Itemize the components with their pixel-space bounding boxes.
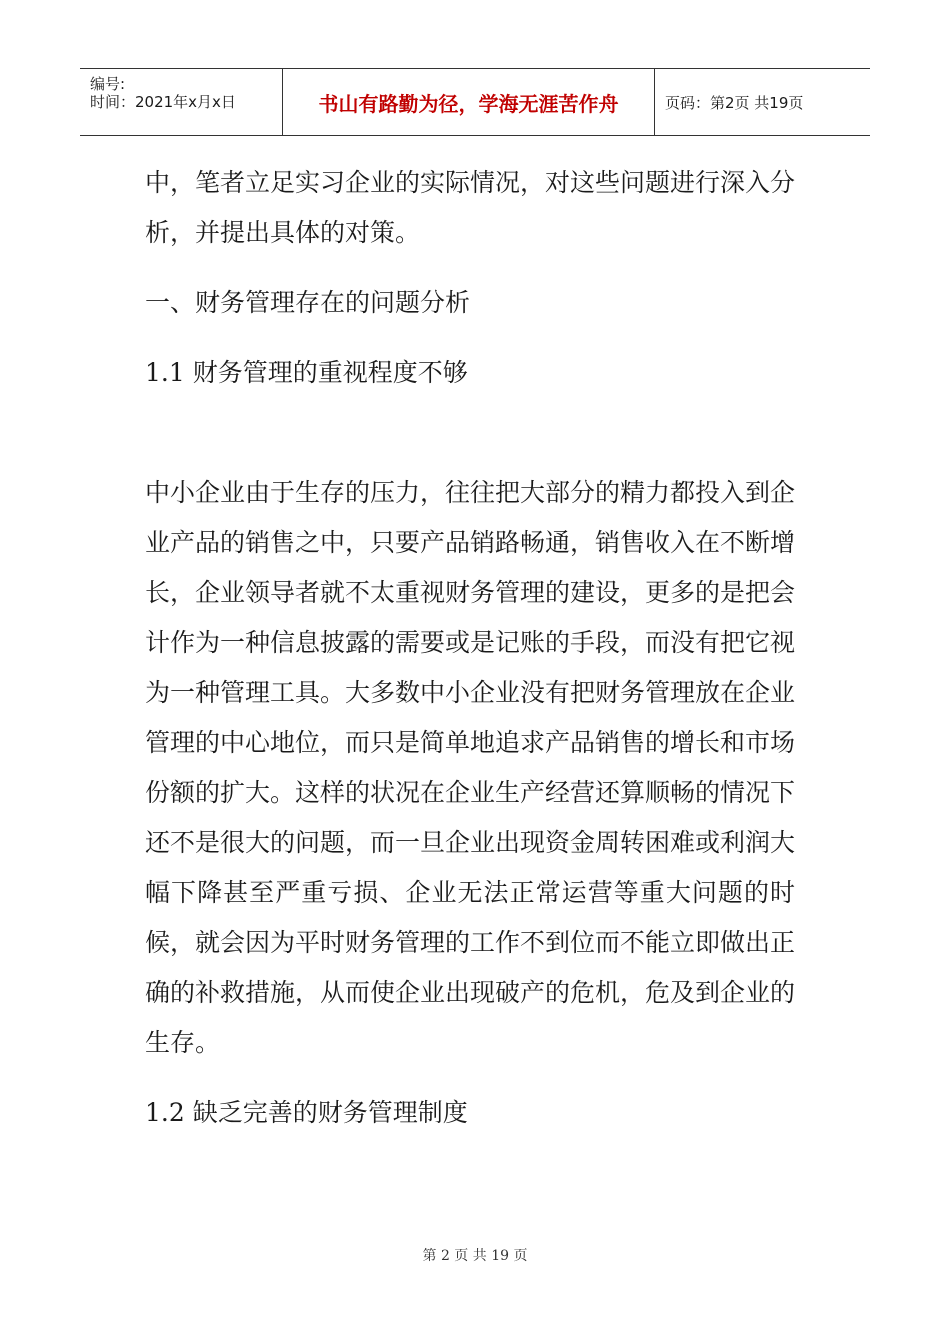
header-page-cell — [655, 69, 870, 135]
page-footer: 第 2 页 共 19 页 — [422, 1248, 528, 1264]
document-header — [80, 68, 870, 136]
section-heading: 一、财务管理存在的问题分析 — [145, 288, 471, 317]
document-body — [145, 158, 795, 1138]
header-meta-cell — [80, 69, 283, 135]
subsection-1-paragraph: 中小企业由于生存的压力，往往把大部分的精力都投入到企业产品的销售之中，只要产品销路畅通，销售收入在不断增长，企业领导者就不太重视财务管理的建设，更多的是把会计作为一种信息披露的需要或是记账的手段，而没有把它视为一种管理工具。大多数中小企业没有把财务管理放在企业管理的中心地位，而只是简单地追求产品销售的增长和市场份额的扩大。这样的状况在企业生产经营还算顺畅的情况下还不是很大的问题，而一旦企业出现资金周转困难或利润大幅下降甚至严重亏损、企业无法正常运营等重大问题的时候，就会因为平时财务管理的工作不到位而不能立即做出正确的补救措施，从而使企业出现破产的危机，危及到企业的生存。 — [145, 478, 796, 1057]
serial-number-label: 编号: — [90, 75, 126, 93]
date-line: 时间：2021年x月x日 — [90, 93, 236, 111]
header-motto: 书山有路勤为径，学海无涯苦作舟 — [318, 91, 619, 116]
header-page-info: 页码：第2页 共19页 — [665, 93, 804, 112]
header-motto-cell — [283, 69, 655, 135]
subsection-1-heading: 1.1 财务管理的重视程度不够 — [145, 358, 468, 387]
intro-paragraph: 中，笔者立足实习企业的实际情况，对这些问题进行深入分析，并提出具体的对策。 — [145, 168, 796, 247]
subsection-2-heading: 1.2 缺乏完善的财务管理制度 — [145, 1098, 468, 1127]
